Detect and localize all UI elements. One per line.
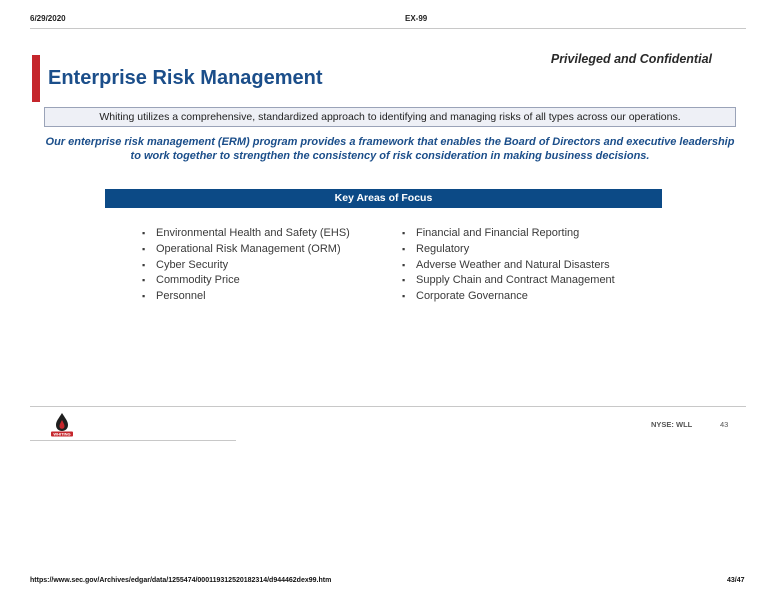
list-item-label: Adverse Weather and Natural Disasters — [416, 258, 610, 271]
print-document-title: EX-99 — [405, 14, 428, 23]
list-item-label: Supply Chain and Contract Management — [416, 274, 615, 287]
slide-title: Enterprise Risk Management — [48, 67, 323, 89]
intro-text: Whiting utilizes a comprehensive, standardized approach to identifying and managing risks of all types across our operations. — [99, 111, 681, 123]
whiting-logo — [50, 412, 74, 438]
list-item — [142, 258, 350, 274]
list-item-label: Commodity Price — [156, 274, 240, 287]
list-item-label: Cyber Security — [156, 258, 229, 271]
bullet-icon: ▪ — [142, 243, 146, 254]
source-url: https://www.sec.gov/Archives/edgar/data/1255474/000119312520182314/d944462dex99.htm — [30, 577, 332, 584]
bullet-icon: ▪ — [142, 259, 146, 270]
focus-list-left — [142, 226, 350, 305]
list-item-label: Personnel — [156, 290, 206, 303]
bullet-icon: ▪ — [142, 275, 146, 286]
intro-banner — [44, 107, 736, 127]
list-item — [402, 242, 615, 258]
list-item-label: Environmental Health and Safety (EHS) — [156, 227, 350, 239]
bullet-icon: ▪ — [402, 243, 406, 254]
bullet-icon: ▪ — [142, 291, 146, 302]
list-item — [402, 273, 615, 289]
list-item — [142, 273, 350, 289]
list-item-label: Regulatory — [416, 242, 470, 255]
slide-number: 43 — [720, 420, 729, 429]
focus-areas-header: Key Areas of Focus — [105, 189, 662, 208]
focus-list-right — [402, 226, 615, 305]
bullet-icon: ▪ — [402, 228, 406, 238]
bullet-icon: ▪ — [402, 291, 406, 302]
bullet-icon: ▪ — [402, 259, 406, 270]
title-accent-bar — [32, 55, 40, 102]
list-item-label: Financial and Financial Reporting — [416, 227, 580, 239]
header-divider — [30, 28, 746, 29]
logo-text: WHITING — [53, 431, 71, 437]
list-item — [402, 289, 615, 305]
list-item — [402, 226, 615, 242]
bullet-icon: ▪ — [402, 275, 406, 286]
print-date: 6/29/2020 — [30, 14, 66, 23]
list-item-label: Corporate Governance — [416, 290, 528, 303]
bullet-icon: ▪ — [142, 228, 146, 238]
erm-statement: Our enterprise risk management (ERM) program provides a framework that enables the Board of Directors and executive leadership to work together to strengthen the consistency of risk consideration in making business decisions. — [45, 136, 735, 162]
footer-divider — [30, 406, 746, 407]
confidentiality-label: Privileged and Confidential — [550, 52, 712, 66]
list-item — [402, 258, 615, 274]
list-item — [142, 226, 350, 242]
stock-ticker: NYSE: WLL — [651, 420, 693, 429]
list-item-label: Operational Risk Management (ORM) — [156, 242, 341, 255]
page-counter: 43/47 — [727, 577, 745, 584]
list-item — [142, 242, 350, 258]
list-item — [142, 289, 350, 305]
logo-underline — [30, 440, 236, 441]
